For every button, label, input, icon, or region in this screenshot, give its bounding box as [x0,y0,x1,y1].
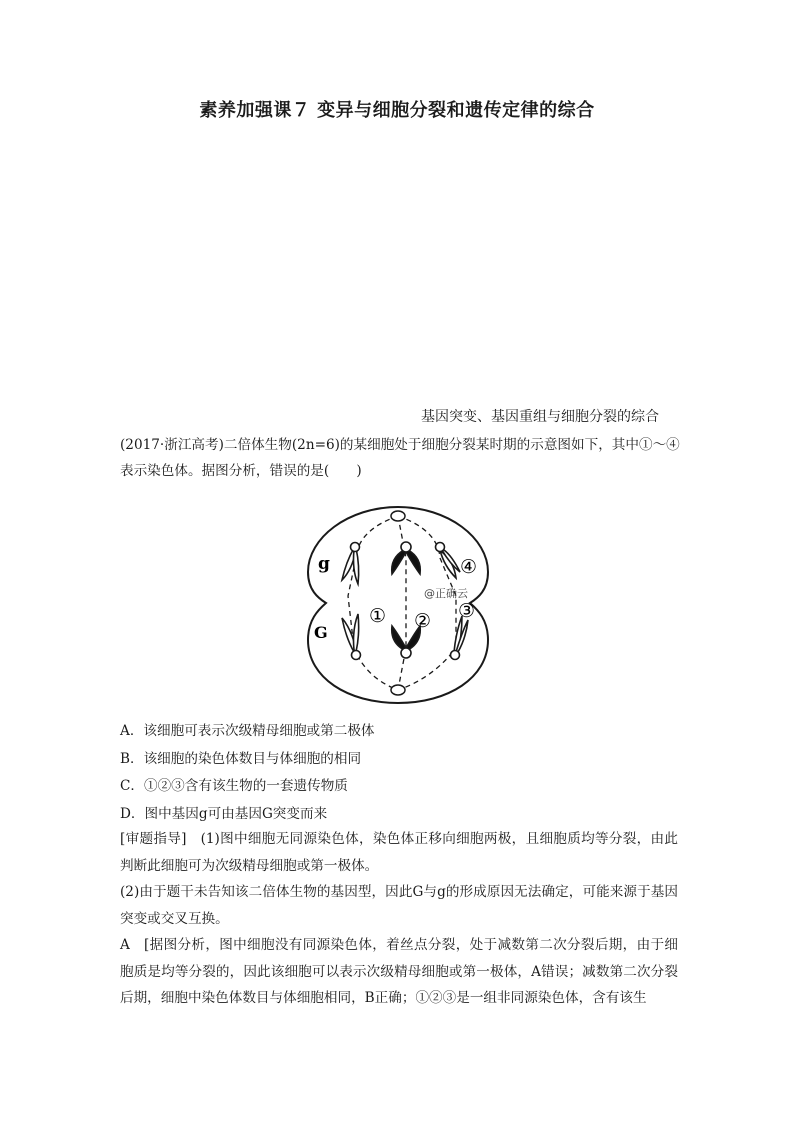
guide-point-1: [审题指导] (1)图中细胞无同源染色体，染色体正移向细胞两极，且细胞质均等分裂，由此判断此细胞可为次级精母细胞或第一极体。 [120,831,678,874]
answer-options [120,718,375,828]
gene-label-G: G [314,623,328,642]
chromosome-label-3: ③ [458,600,476,622]
question-stem: (2017·浙江高考)二倍体生物(2n=6)的某细胞处于细胞分裂某时期的示意图如下，其中①～④表示染色体。据图分析，错误的是( ) [120,437,680,479]
chromosome-label-2: ② [414,610,432,632]
page-title: 素养加强课７ 变异与细胞分裂和遗传定律的综合 [199,100,595,121]
chromosome-4-top [436,543,461,579]
option-c: C．①②③含有该生物的一套遗传物质 [120,778,348,794]
chromosome-label-1: ① [369,605,387,627]
guide-point-2: (2)由于题干未告知该二倍体生物的基因型，因此G与g的形成原因无法确定，可能来源于基因突变或交叉互换。 [120,884,678,927]
answer-explanation: A [据图分析，图中细胞没有同源染色体，着丝点分裂，处于减数第二次分裂后期，由于细胞质是均等分裂的，因此该细胞可以表示次级精母细胞或第一极体，A错误；减数第二次分裂后期，细胞中染色体数目与体细胞相同，B正确；①②③是一组非同源染色体，含有该生 [120,937,678,1006]
cell-division-figure [298,500,498,710]
analysis-section [120,826,678,1012]
centrosome-top [391,511,405,521]
chromosome-3-bottom [451,616,469,660]
option-b: B．该细胞的染色体数目与体细胞的相同 [120,750,362,767]
centrosome-bottom [391,685,405,695]
chromosome-g-top [342,543,360,585]
section-heading: 基因突变、基因重组与细胞分裂的综合 [421,409,659,425]
watermark: @正确云 [424,587,468,600]
option-d: D．图中基因g可由基因G突变而来 [120,805,328,822]
chromosome-label-4: ④ [460,556,478,578]
option-a: A．该细胞可表示次级精母细胞或第二极体 [120,723,375,739]
chromosome-2-top [392,542,421,574]
gene-label-g: g [318,554,330,574]
